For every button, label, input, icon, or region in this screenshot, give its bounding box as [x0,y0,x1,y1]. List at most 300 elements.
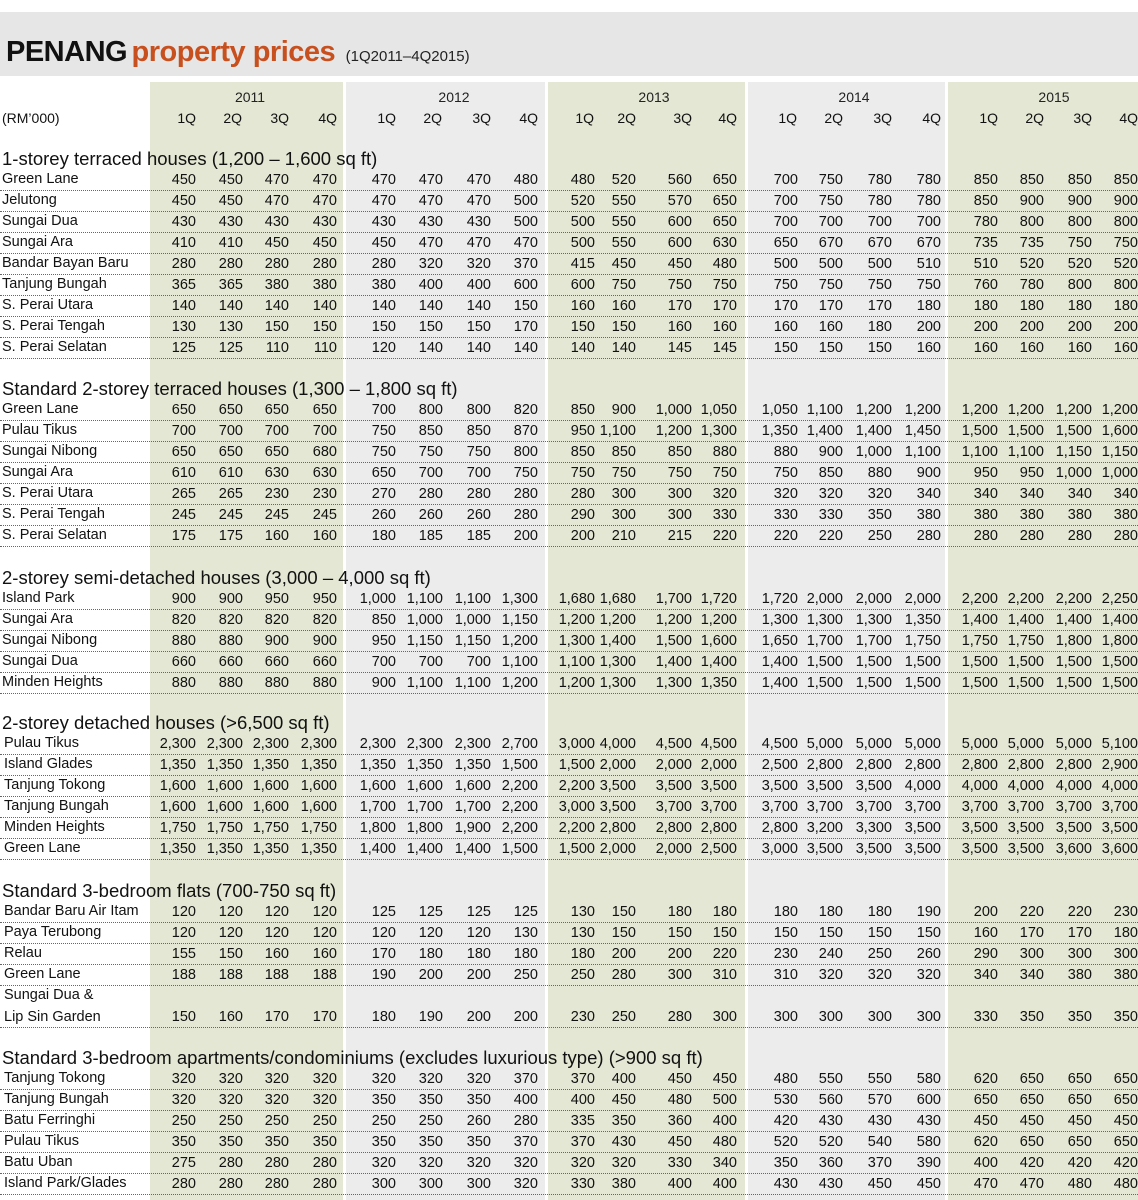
price-cell: 1,200 [855,402,892,418]
section-title: 2-storey detached houses (>6,500 sq ft) [2,712,330,733]
section-title: Standard 3-bedroom flats (700-750 sq ft) [2,880,337,901]
price-cell: 1,200 [501,633,538,649]
price-cell: 1,750 [904,633,941,649]
price-cell: 1,350 [406,757,443,773]
price-cell: 880 [218,633,243,649]
price-cell: 140 [171,298,196,314]
price-cell: 1,400 [454,841,491,857]
price-cell: 160 [973,340,998,356]
price-cell: 125 [466,904,491,920]
price-cell: 700 [218,423,243,439]
price-cell: 500 [513,193,538,209]
price-cell: 4,500 [700,736,737,752]
price-cell: 780 [916,193,941,209]
price-cell: 630 [712,235,737,251]
table-row [0,673,1138,694]
price-cell: 470 [371,172,396,188]
price-cell: 1,300 [599,675,636,691]
price-cell: 200 [611,946,636,962]
price-cell: 180 [867,319,892,335]
price-cell: 1,300 [501,591,538,607]
price-cell: 350 [1019,1009,1044,1025]
price-cell: 260 [371,507,396,523]
price-cell: 2,300 [206,736,243,752]
table-row [0,526,1138,547]
price-cell: 2,800 [700,820,737,836]
table-row [0,965,1138,986]
price-cell: 450 [867,1176,892,1192]
price-cell: 1,350 [454,757,491,773]
row-label: Batu Ferringhi [4,1112,96,1128]
price-cell: 145 [667,340,692,356]
price-cell: 160 [773,319,798,335]
price-cell: 800 [418,402,443,418]
price-cell: 700 [773,214,798,230]
price-cell: 120 [418,925,443,941]
price-cell: 3,500 [806,778,843,794]
row-label: Tanjung Bungah [4,1091,109,1107]
price-cell: 300 [611,507,636,523]
price-cell: 380 [916,507,941,523]
price-cell: 2,200 [1007,591,1044,607]
price-cell: 470 [466,235,491,251]
price-cell: 800 [1113,214,1138,230]
price-cell: 3,500 [806,841,843,857]
price-cell: 700 [818,214,843,230]
price-cell: 1,400 [655,654,692,670]
price-cell: 150 [667,925,692,941]
row-label: Sungai Dua & [4,987,94,1003]
price-cell: 1,500 [904,675,941,691]
price-cell: 340 [973,967,998,983]
price-cell: 1,300 [700,423,737,439]
price-cell: 520 [818,1134,843,1150]
price-cell: 280 [570,486,595,502]
price-cell: 470 [1019,1176,1044,1192]
price-cell: 350 [418,1134,443,1150]
price-cell: 650 [171,402,196,418]
row-label: S. Perai Tengah [2,318,105,334]
price-cell: 215 [667,528,692,544]
price-cell: 600 [513,277,538,293]
table-row [0,839,1138,860]
price-cell: 125 [218,340,243,356]
price-cell: 400 [466,277,491,293]
price-cell: 150 [611,904,636,920]
row-label: Lip Sin Garden [4,1009,101,1025]
price-cell: 320 [418,1071,443,1087]
price-cell: 450 [1019,1113,1044,1129]
price-cell: 380 [1019,507,1044,523]
price-cell: 430 [171,214,196,230]
table-row [0,652,1138,673]
price-cell: 820 [513,402,538,418]
price-cell: 120 [371,925,396,941]
price-cell: 450 [371,235,396,251]
price-cell: 300 [712,1009,737,1025]
price-cell: 280 [513,507,538,523]
price-cell: 1,150 [406,633,443,649]
price-cell: 2,200 [558,778,595,794]
price-cell: 1,750 [252,820,289,836]
price-cell: 280 [916,528,941,544]
price-cell: 880 [867,465,892,481]
price-cell: 160 [570,298,595,314]
price-cell: 1,800 [359,820,396,836]
price-cell: 200 [1019,319,1044,335]
price-cell: 780 [973,214,998,230]
price-cell: 2,500 [761,757,798,773]
price-cell: 2,300 [454,736,491,752]
price-cell: 170 [264,1009,289,1025]
price-cell: 250 [371,1113,396,1129]
price-cell: 360 [818,1155,843,1171]
price-cell: 1,700 [406,799,443,815]
price-cell: 150 [218,946,243,962]
price-cell: 320 [916,967,941,983]
section-title: Standard 2-storey terraced houses (1,300 – 1,800 sq ft) [2,378,458,399]
price-cell: 470 [312,193,337,209]
price-cell: 160 [916,340,941,356]
price-cell: 650 [312,402,337,418]
row-label: Minden Heights [2,674,103,690]
price-cell: 2,200 [558,820,595,836]
price-cell: 2,000 [599,841,636,857]
price-cell: 1,300 [558,633,595,649]
price-cell: 650 [1067,1134,1092,1150]
price-cell: 415 [570,256,595,272]
price-cell: 280 [466,486,491,502]
table-row [0,317,1138,338]
price-cell: 430 [773,1176,798,1192]
table-row [0,755,1138,776]
price-cell: 410 [218,235,243,251]
price-cell: 365 [171,277,196,293]
price-cell: 620 [973,1134,998,1150]
quarter-label: 2Q [423,110,442,126]
price-cell: 1,600 [454,778,491,794]
price-cell: 190 [916,904,941,920]
row-label: Sungai Ara [2,464,73,480]
price-cell: 400 [712,1113,737,1129]
price-cell: 280 [218,1176,243,1192]
table-row [0,400,1138,421]
price-cell: 300 [867,1009,892,1025]
price-cell: 1,300 [655,675,692,691]
price-cell: 320 [712,486,737,502]
price-cell: 700 [773,172,798,188]
price-cell: 420 [773,1113,798,1129]
price-cell: 170 [1019,925,1044,941]
price-cell: 820 [218,612,243,628]
price-cell: 540 [867,1134,892,1150]
price-cell: 1,100 [599,423,636,439]
price-cell: 430 [218,214,243,230]
price-cell: 480 [1113,1176,1138,1192]
price-cell: 600 [667,235,692,251]
price-cell: 700 [773,193,798,209]
row-label: S. Perai Selatan [2,527,107,543]
price-cell: 265 [218,486,243,502]
price-cell: 450 [611,256,636,272]
price-cell: 650 [264,444,289,460]
price-cell: 570 [667,193,692,209]
price-cell: 290 [570,507,595,523]
price-cell: 290 [973,946,998,962]
price-cell: 430 [264,214,289,230]
year-label: 2013 [638,89,670,105]
price-cell: 120 [171,925,196,941]
price-cell: 680 [312,444,337,460]
price-cell: 140 [513,340,538,356]
price-cell: 650 [1067,1071,1092,1087]
table-row [0,610,1138,631]
price-cell: 3,500 [761,778,798,794]
price-cell: 370 [570,1071,595,1087]
price-cell: 1,000 [855,444,892,460]
price-cell: 330 [712,507,737,523]
price-cell: 480 [570,172,595,188]
price-cell: 700 [171,423,196,439]
price-cell: 170 [371,946,396,962]
price-cell: 1,500 [1007,654,1044,670]
row-label: Island Park [2,590,75,606]
price-cell: 1,500 [1055,654,1092,670]
price-cell: 1,150 [1055,444,1092,460]
price-cell: 650 [1019,1071,1044,1087]
row-label: Green Lane [4,966,81,982]
price-cell: 320 [418,1155,443,1171]
price-cell: 1,700 [359,799,396,815]
price-cell: 1,600 [252,799,289,815]
price-cell: 1,650 [761,633,798,649]
price-cell: 280 [171,256,196,272]
price-cell: 1,000 [655,402,692,418]
price-cell: 150 [570,319,595,335]
price-cell: 3,200 [806,820,843,836]
price-cell: 750 [773,277,798,293]
title-period: (1Q2011–4Q2015) [345,48,470,65]
quarter-label: 4Q [519,110,538,126]
price-cell: 245 [218,507,243,523]
price-cell: 850 [1019,172,1044,188]
price-cell: 260 [466,1113,491,1129]
price-cell: 650 [712,172,737,188]
row-label: Pulau Tikus [4,735,79,751]
price-cell: 850 [418,423,443,439]
price-cell: 1,500 [961,423,998,439]
price-cell: 200 [466,967,491,983]
quarter-label: 1Q [575,110,594,126]
table-row [0,170,1138,191]
price-cell: 530 [773,1092,798,1108]
price-cell: 140 [312,298,337,314]
price-cell: 880 [218,675,243,691]
price-cell: 430 [818,1176,843,1192]
price-cell: 220 [1067,904,1092,920]
price-cell: 1,100 [1007,444,1044,460]
price-cell: 300 [916,1009,941,1025]
price-cell: 280 [973,528,998,544]
row-label: Island Glades [4,756,93,772]
price-cell: 1,500 [961,654,998,670]
price-cell: 200 [916,319,941,335]
price-cell: 150 [818,925,843,941]
price-cell: 180 [667,904,692,920]
price-cell: 450 [667,1071,692,1087]
price-cell: 370 [513,256,538,272]
row-label: S. Perai Utara [2,485,94,501]
price-cell: 480 [773,1071,798,1087]
price-cell: 2,300 [300,736,337,752]
price-cell: 210 [611,528,636,544]
price-cell: 250 [418,1113,443,1129]
price-cell: 250 [171,1113,196,1129]
price-cell: 670 [818,235,843,251]
price-cell: 200 [973,904,998,920]
price-cell: 950 [973,465,998,481]
price-cell: 750 [1113,235,1138,251]
price-cell: 480 [712,1134,737,1150]
price-cell: 350 [611,1113,636,1129]
price-cell: 1,000 [454,612,491,628]
price-cell: 1,200 [558,675,595,691]
price-cell: 430 [371,214,396,230]
price-cell: 1,900 [454,820,491,836]
price-cell: 250 [570,967,595,983]
price-cell: 3,700 [761,799,798,815]
price-cell: 400 [611,1071,636,1087]
table-row [0,233,1138,254]
price-cell: 1,700 [855,633,892,649]
price-cell: 670 [867,235,892,251]
price-cell: 3,500 [1101,820,1138,836]
price-cell: 1,400 [700,654,737,670]
price-cell: 140 [371,298,396,314]
price-cell: 900 [264,633,289,649]
price-cell: 320 [371,1071,396,1087]
price-cell: 1,200 [558,612,595,628]
price-cell: 230 [570,1009,595,1025]
price-cell: 3,000 [761,841,798,857]
price-cell: 245 [312,507,337,523]
price-cell: 340 [712,1155,737,1171]
price-cell: 1,100 [904,444,941,460]
price-cell: 320 [611,1155,636,1171]
price-cell: 1,750 [1007,633,1044,649]
price-cell: 4,500 [761,736,798,752]
price-cell: 780 [1019,277,1044,293]
price-cell: 470 [418,172,443,188]
price-cell: 1,500 [655,633,692,649]
price-cell: 510 [916,256,941,272]
price-cell: 160 [264,528,289,544]
price-cell: 4,000 [1007,778,1044,794]
price-cell: 2,800 [761,820,798,836]
price-cell: 185 [466,528,491,544]
price-cell: 220 [712,946,737,962]
table-row [0,797,1138,818]
price-cell: 700 [371,402,396,418]
price-cell: 280 [171,1176,196,1192]
price-cell: 550 [611,235,636,251]
price-cell: 320 [867,967,892,983]
price-cell: 3,500 [961,820,998,836]
price-cell: 260 [466,507,491,523]
price-cell: 780 [867,172,892,188]
price-cell: 700 [418,654,443,670]
price-cell: 450 [973,1113,998,1129]
price-cell: 820 [264,612,289,628]
price-cell: 125 [371,904,396,920]
quarter-label: 3Q [1073,110,1092,126]
price-cell: 130 [513,925,538,941]
price-cell: 380 [611,1176,636,1192]
price-cell: 650 [973,1092,998,1108]
price-cell: 245 [264,507,289,523]
table-row [0,631,1138,652]
price-cell: 1,350 [159,841,196,857]
price-cell: 650 [218,402,243,418]
price-cell: 800 [1067,214,1092,230]
price-cell: 500 [773,256,798,272]
price-cell: 330 [570,1176,595,1192]
table-row [0,296,1138,317]
price-cell: 4,000 [1101,778,1138,794]
price-cell: 510 [973,256,998,272]
table-row [0,1090,1138,1111]
table-row [0,1174,1138,1195]
price-cell: 280 [312,1176,337,1192]
price-cell: 480 [513,172,538,188]
price-cell: 350 [218,1134,243,1150]
price-cell: 275 [171,1155,196,1171]
price-cell: 1,400 [806,423,843,439]
table-row [0,734,1138,755]
price-cell: 1,600 [252,778,289,794]
quarter-label: 2Q [1025,110,1044,126]
price-cell: 750 [818,172,843,188]
price-cell: 550 [611,193,636,209]
price-cell: 3,600 [1055,841,1092,857]
price-cell: 1,800 [406,820,443,836]
section-title: 2-storey semi-detached houses (3,000 – 4,000 sq ft) [2,567,431,588]
price-cell: 2,800 [599,820,636,836]
price-cell: 735 [973,235,998,251]
price-cell: 1,100 [454,591,491,607]
price-cell: 320 [218,1092,243,1108]
row-label: Tanjung Tokong [4,1070,106,1086]
price-cell: 140 [570,340,595,356]
table-row [0,1111,1138,1132]
price-cell: 1,350 [300,757,337,773]
price-cell: 320 [466,256,491,272]
price-cell: 4,000 [599,736,636,752]
price-cell: 850 [818,465,843,481]
price-cell: 1,600 [700,633,737,649]
price-cell: 160 [712,319,737,335]
price-cell: 150 [916,925,941,941]
price-cell: 2,200 [501,778,538,794]
price-cell: 200 [1067,319,1092,335]
price-cell: 520 [1113,256,1138,272]
price-cell: 750 [916,277,941,293]
price-cell: 200 [570,528,595,544]
price-cell: 3,500 [655,778,692,794]
price-cell: 300 [667,967,692,983]
price-cell: 170 [818,298,843,314]
price-cell: 200 [973,319,998,335]
